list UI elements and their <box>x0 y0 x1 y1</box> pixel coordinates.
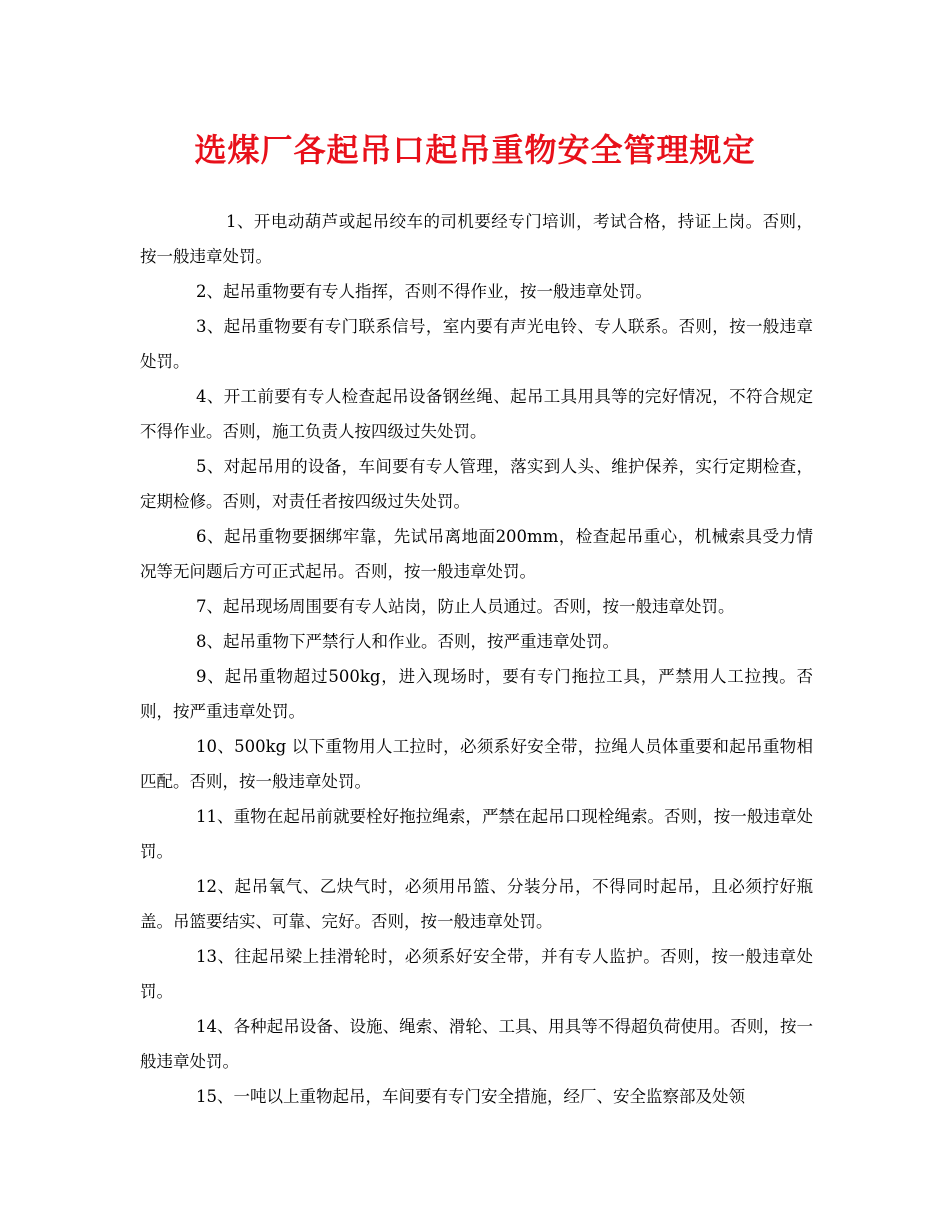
rule-paragraph-11: 11、重物在起吊前就要栓好拖拉绳索，严禁在起吊口现栓绳索。否则，按一般违章处罚。 <box>140 807 813 861</box>
rule-paragraph-13: 13、往起吊梁上挂滑轮时，必须系好安全带，并有专人监护。否则，按一般违章处罚。 <box>140 947 813 1001</box>
rule-paragraph-1: 1、开电动葫芦或起吊绞车的司机要经专门培训，考试合格，持证上岗。否则，按一般违章处罚。 <box>140 212 813 266</box>
rule-paragraph-6: 6、起吊重物要捆绑牢靠，先试吊离地面200mm，检查起吊重心，机械索具受力情况等无问题后方可正式起吊。否则，按一般违章处罚。 <box>140 527 813 581</box>
rule-paragraph-5: 5、对起吊用的设备，车间要有专人管理，落实到人头、维护保养，实行定期检查，定期检修。否则，对责任者按四级过失处罚。 <box>140 457 813 511</box>
rule-paragraph-7: 7、起吊现场周围要有专人站岗，防止人员通过。否则，按一般违章处罚。 <box>196 597 735 616</box>
rule-paragraph-15: 15、一吨以上重物起吊，车间要有专门安全措施，经厂、安全监察部及处领 <box>196 1087 745 1106</box>
rule-paragraph-8: 8、起吊重物下严禁行人和作业。否则，按严重违章处罚。 <box>196 632 619 651</box>
document-title: 选煤厂各起吊口起吊重物安全管理规定 <box>194 131 756 169</box>
rule-paragraph-3: 3、起吊重物要有专门联系信号，室内要有声光电铃、专人联系。否则，按一般违章处罚。 <box>140 317 813 371</box>
rule-paragraph-2: 2、起吊重物要有专人指挥，否则不得作业，按一般违章处罚。 <box>196 282 652 301</box>
rule-paragraph-12: 12、起吊氧气、乙炔气时，必须用吊篮、分装分吊，不得同时起吊，且必须拧好瓶盖。吊篮要结实、可靠、完好。否则，按一般违章处罚。 <box>140 877 813 931</box>
rule-paragraph-10: 10、500kg 以下重物用人工拉时，必须系好安全带，拉绳人员体重要和起吊重物相匹配。否则，按一般违章处罚。 <box>140 737 813 791</box>
document-body <box>140 204 813 1114</box>
rule-paragraph-14: 14、各种起吊设备、设施、绳索、滑轮、工具、用具等不得超负荷使用。否则，按一般违章处罚。 <box>140 1017 813 1071</box>
rule-paragraph-9: 9、起吊重物超过500kg，进入现场时，要有专门拖拉工具，严禁用人工拉拽。否则，按严重违章处罚。 <box>140 667 813 721</box>
rule-paragraph-4: 4、开工前要有专人检查起吊设备钢丝绳、起吊工具用具等的完好情况，不符合规定不得作业。否则，施工负责人按四级过失处罚。 <box>140 387 813 441</box>
